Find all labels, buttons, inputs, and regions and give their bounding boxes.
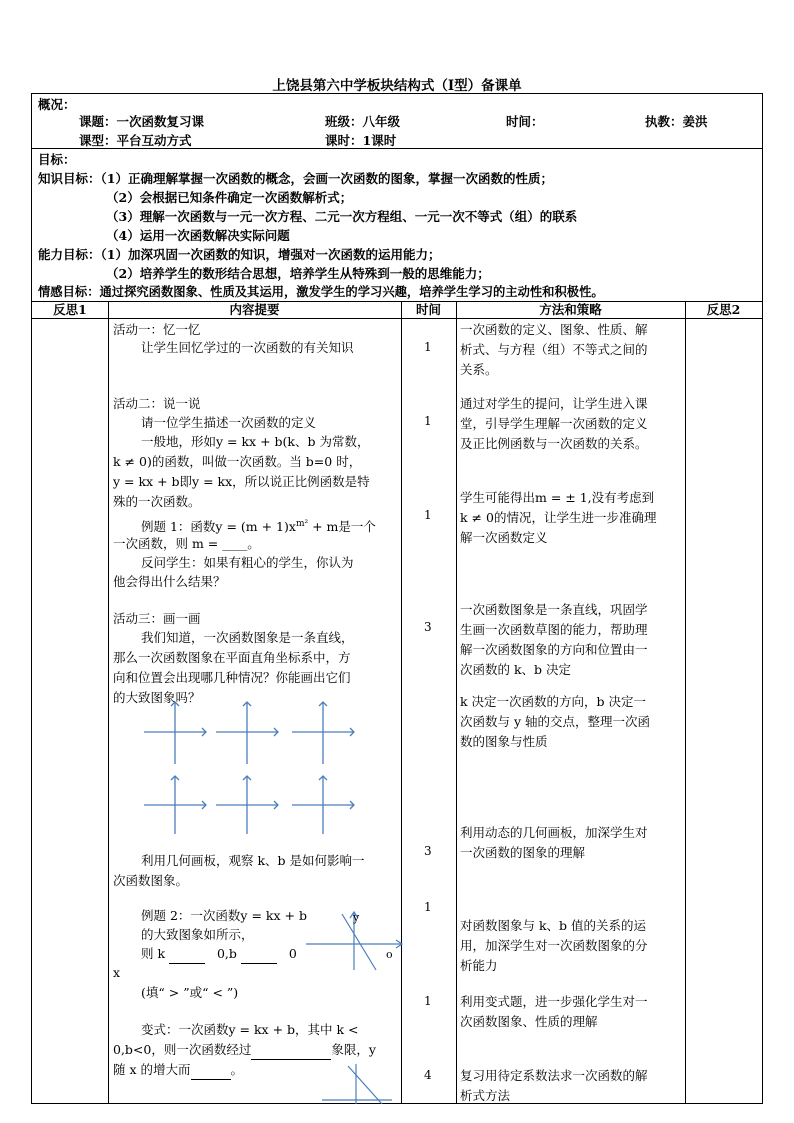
time-value: 3 [424, 620, 432, 634]
activity-1-body: 让学生回忆学过的一次函数的有关知识 [141, 340, 354, 355]
variant-part: 。 [230, 1062, 244, 1077]
time-value: 4 [424, 1068, 432, 1082]
time-value: 1 [424, 340, 432, 354]
activity-2-line: k ≠ 0)的函数，叫做一次函数。当 b=0 时， [113, 454, 362, 469]
method-block-6 [460, 823, 682, 863]
method-line: 数的图象与性质 [460, 734, 548, 749]
method-line: 次函数与 y 轴的交点，整理一次函 [460, 714, 651, 729]
example-2-line: 的大致图象如所示， [141, 927, 254, 942]
activity-2-line: 一般地，形如y = kx + b(k、b 为常数， [141, 434, 370, 449]
example-2-y-label: y [353, 911, 360, 924]
method-line: 一次函数图象是一条直线，巩固学 [460, 602, 648, 617]
method-line: 解一次函数定义 [460, 530, 548, 545]
example-1-exponent: m² [295, 519, 309, 529]
method-line: 利用动态的几何画板，加深学生对 [460, 825, 648, 840]
method-line: 析式方法 [460, 1088, 511, 1103]
method-line: 析能力 [460, 958, 498, 973]
knowledge-goal-4: （4）运用一次函数解决实际问题 [106, 228, 290, 243]
method-line: 关系。 [460, 362, 498, 377]
variant-part: 象限，y [331, 1042, 376, 1057]
knowledge-goal-1: 知识目标：（1）正确理解掌握一次函数的概念，会画一次函数的图象，掌握一次函数的性质； [38, 171, 553, 186]
col-rule-4 [685, 301, 686, 1104]
blank-axes-grid [138, 696, 378, 836]
overview-heading: 概况： [38, 97, 76, 112]
axis-sketch [216, 702, 278, 764]
example-2-hint: (填“ > ”或“ < ”) [141, 985, 239, 1000]
header-time: 时间 [415, 302, 441, 317]
activity-3-line: 的大致图象吗？ [113, 690, 201, 705]
method-line: 析式、与方程（组）不等式之间的 [460, 342, 648, 357]
method-line: 复习用待定系数法求一次函数的解 [460, 1068, 648, 1083]
activity-2-line: 殊的一次函数。 [113, 494, 201, 509]
time-value: 1 [424, 900, 432, 914]
method-line: 生画一次函数草图的能力，帮助理 [460, 622, 648, 637]
example-1-part: 例题 1：函数y = (m + 1)x [141, 519, 296, 535]
method-line: k 决定一次函数的方向，b 决定一 [460, 694, 647, 709]
method-line: 用，加深学生对一次函数图象的分 [460, 938, 648, 953]
method-line: 堂，引导学生理解一次函数的定义 [460, 416, 648, 431]
time-value: 3 [424, 844, 432, 858]
col-rule-3 [456, 301, 457, 1104]
method-line: k ≠ 0的情况，让学生进一步准确理 [460, 510, 657, 525]
activity-3-title: 活动三：画一画 [113, 611, 201, 626]
method-block-5 [460, 692, 682, 752]
method-block-8 [460, 992, 682, 1032]
variant-part: 0,b<0，则一次函数经过 [113, 1042, 252, 1057]
blank-b[interactable] [241, 963, 277, 964]
example-1-part: + m是一个 [308, 519, 376, 535]
geometry-line: 利用几何画板，观察 k、b 是如何影响一 [141, 853, 365, 868]
col-rule-2 [401, 301, 402, 1104]
variant-blank-line [113, 1060, 243, 1080]
geometry-line: 次函数图象。 [113, 873, 189, 888]
method-block-7 [460, 916, 682, 976]
knowledge-goal-3: （3）理解一次函数与一元一次方程、二元一次方程组、一元一次不等式（组）的联系 [106, 209, 578, 224]
method-block-4 [460, 600, 682, 680]
activity-3-line: 我们知道，一次函数图象是一条直线， [141, 630, 354, 645]
example-2-part: 0,b [216, 946, 237, 961]
method-line: 一次函数的定义、图象、性质、解 [460, 322, 648, 337]
axis-sketch [144, 776, 206, 834]
overview-teacher: 执教：姜洪 [645, 114, 708, 129]
method-line: 通过对学生的提问，让学生进入课 [460, 396, 648, 411]
overview-type: 课型：平台互动方式 [79, 133, 192, 148]
method-line: 一次函数的图象的理解 [460, 845, 586, 860]
page-title: 上饶县第六中学板块结构式（I型）备课单 [272, 78, 522, 94]
activity-3-line: 向和位置会出现哪几种情况？你能画出它们 [113, 670, 351, 685]
function-line [348, 1066, 382, 1104]
overview-class: 班级：八年级 [325, 114, 401, 129]
blank-trend[interactable] [191, 1079, 231, 1080]
method-block-9 [460, 1066, 682, 1106]
example-2-part: 0 [288, 946, 297, 961]
example-2-line: 例题 2：一次函数y = kx + b [141, 908, 307, 923]
method-block-2 [460, 394, 682, 454]
header-content: 内容提要 [229, 302, 280, 317]
header-reflection-2: 反思2 [706, 302, 741, 317]
axis-sketch [292, 702, 354, 764]
variant-line: 变式：一次函数y = kx + b，其中 k < [141, 1022, 359, 1037]
overview-topic: 课题：一次函数复习课 [79, 114, 205, 129]
example-2-origin-label: o [386, 948, 393, 961]
example-2-x-label: x [113, 965, 121, 980]
goals-heading: 目标： [38, 152, 76, 167]
variant-graph [322, 1064, 398, 1104]
ask-line: 他会得出什么结果？ [113, 574, 226, 589]
header-reflection-1: 反思1 [53, 302, 87, 317]
variant-part: 随 x 的增大而 [113, 1062, 191, 1077]
axis-sketch [216, 776, 278, 834]
example-1-line: 一次函数，则 m = ____。 [113, 536, 260, 551]
overview-time: 时间： [506, 114, 544, 129]
method-line: 对函数图象与 k、b 值的关系的运 [460, 918, 647, 933]
time-value: 1 [424, 414, 432, 428]
method-block-3 [460, 488, 682, 548]
activity-2-title: 活动二：说一说 [113, 396, 201, 411]
knowledge-goal-2: （2）会根据已知条件确定一次函数解析式； [106, 190, 353, 205]
overview-hours: 课时：1课时 [325, 133, 397, 148]
method-line: 学生可能得出m = ± 1,没有考虑到 [460, 490, 655, 505]
method-line: 次函数图象、性质的理解 [460, 1014, 598, 1029]
example-2-blanks [141, 944, 297, 964]
blank-quadrant[interactable] [251, 1059, 331, 1060]
col-rule-1 [108, 301, 109, 1104]
time-value: 1 [424, 994, 432, 1008]
activity-2-line: 请一位学生描述一次函数的定义 [141, 415, 317, 430]
ability-goal-1: 能力目标：（1）加深巩固一次函数的知识，增强对一次函数的运用能力； [38, 247, 441, 262]
header-method: 方法和策略 [539, 302, 602, 317]
ask-line: 反问学生：如果有粗心的学生，你认为 [141, 555, 354, 570]
axis-sketch [292, 776, 354, 834]
axis-sketch [144, 702, 206, 764]
ability-goal-2: （2）培养学生的数形结合思想，培养学生从特殊到一般的思维能力； [106, 266, 490, 281]
activity-2-line: y = kx + b即y = kx，所以说正比例函数是特 [113, 474, 370, 489]
variant-blank-line [113, 1040, 376, 1060]
time-value: 1 [424, 508, 432, 522]
emotion-goal: 情感目标：通过探究函数图象、性质及其运用，激发学生的学习兴趣，培养学生学习的主动性和积极性。 [38, 284, 604, 299]
example-2-part: 则 k [141, 946, 166, 961]
activity-3-line: 那么一次函数图象在平面直角坐标系中，方 [113, 650, 351, 665]
activity-1-title: 活动一：忆一忆 [113, 322, 201, 337]
blank-k[interactable] [169, 963, 205, 964]
method-line: 解一次函数图象的方向和位置由一 [460, 642, 648, 657]
method-line: 利用变式题，进一步强化学生对一 [460, 994, 648, 1009]
method-line: 次函数的 k、b 决定 [460, 662, 572, 677]
method-line: 及正比例函数与一次函数的关系。 [460, 436, 648, 451]
method-block-1 [460, 320, 682, 380]
